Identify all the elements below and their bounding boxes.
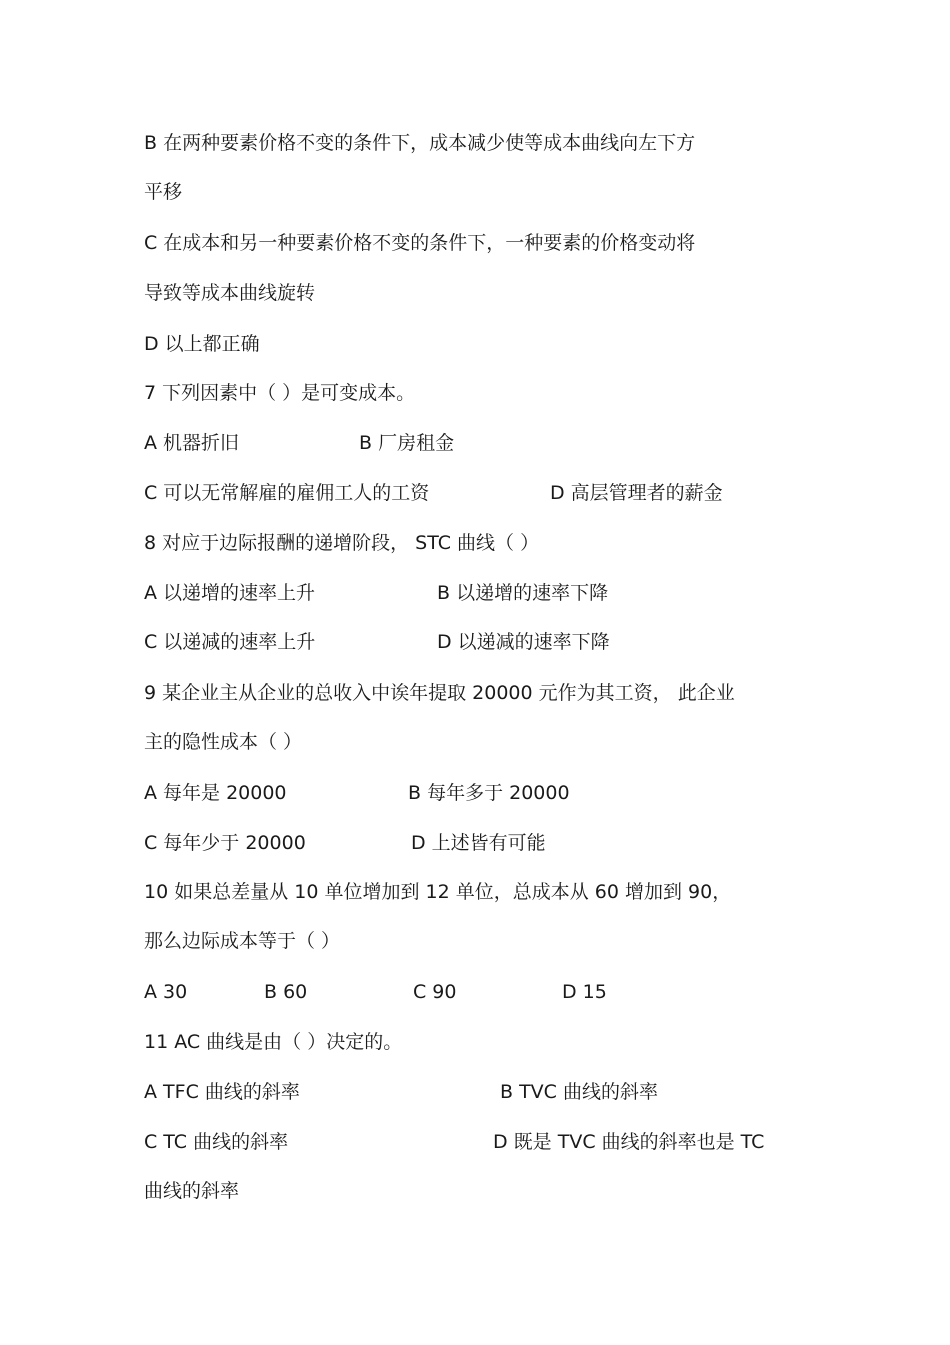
option-10a: A 30: [144, 981, 188, 1003]
option-9c: C 每年少于 20000: [144, 832, 306, 854]
option-7a: A 机器折旧: [144, 432, 240, 454]
option-6b-line-2: [144, 179, 182, 205]
option-7c: C 可以无常解雇的雇佣工人的工资: [144, 482, 430, 504]
option-8d: D 以递减的速率下降: [437, 631, 610, 653]
option-9d: D 上述皆有可能: [411, 832, 546, 854]
option-7b: B 厂房租金: [359, 432, 455, 454]
line-text: 10 如果总差量从 10 单位增加到 12 单位，总成本从 60 增加到 90，: [144, 881, 732, 903]
option-9a: A 每年是 20000: [144, 782, 287, 804]
option-8a: A 以递增的速率上升: [144, 582, 316, 604]
question-10-line-1: [144, 879, 731, 905]
option-11b: B TVC 曲线的斜率: [500, 1081, 658, 1103]
line-text: 主的隐性成本（ ）: [144, 731, 303, 753]
question-11: [144, 1029, 402, 1055]
option-10c: C 90: [413, 981, 457, 1003]
question-7: [144, 380, 415, 406]
option-11c: C TC 曲线的斜率: [144, 1131, 289, 1153]
option-7d: D 高层管理者的薪金: [550, 482, 723, 504]
line-text: B 在两种要素价格不变的条件下，成本减少使等成本曲线向左下方: [144, 132, 696, 154]
option-6b-line-1: [144, 130, 695, 156]
line-text: 9 某企业主从企业的总收入中诶年提取 20000 元作为其工资， 此企业: [144, 682, 735, 704]
option-6c-line-2: [144, 280, 315, 306]
line-text: D 以上都正确: [144, 333, 260, 355]
option-10d: D 15: [562, 981, 607, 1003]
question-10-line-2: [144, 928, 340, 954]
option-6c-line-1: [144, 230, 695, 256]
line-text: 平移: [144, 181, 183, 203]
question-9-line-2: [144, 729, 302, 755]
line-text: C 在成本和另一种要素价格不变的条件下，一种要素的价格变动将: [144, 232, 696, 254]
line-text: 8 对应于边际报酬的递增阶段， STC 曲线（ ）: [144, 532, 540, 554]
option-10b: B 60: [264, 981, 308, 1003]
line-text: 11 AC 曲线是由（ ）决定的。: [144, 1031, 403, 1053]
option-8b: B 以递增的速率下降: [437, 582, 609, 604]
option-8c: C 以递减的速率上升: [144, 631, 316, 653]
option-11d: D 既是 TVC 曲线的斜率也是 TC: [493, 1131, 765, 1153]
line-text: 导致等成本曲线旋转: [144, 282, 316, 304]
question-8: [144, 530, 539, 556]
option-6d: [144, 331, 260, 357]
option-9b: B 每年多于 20000: [408, 782, 570, 804]
option-11a: A TFC 曲线的斜率: [144, 1081, 300, 1103]
line-text: 那么边际成本等于（ ）: [144, 930, 341, 952]
line-text: 7 下列因素中（ ）是可变成本。: [144, 382, 416, 404]
line-text: 曲线的斜率: [144, 1180, 240, 1202]
question-9-line-1: [144, 680, 735, 706]
option-11d-continued: [144, 1178, 239, 1204]
